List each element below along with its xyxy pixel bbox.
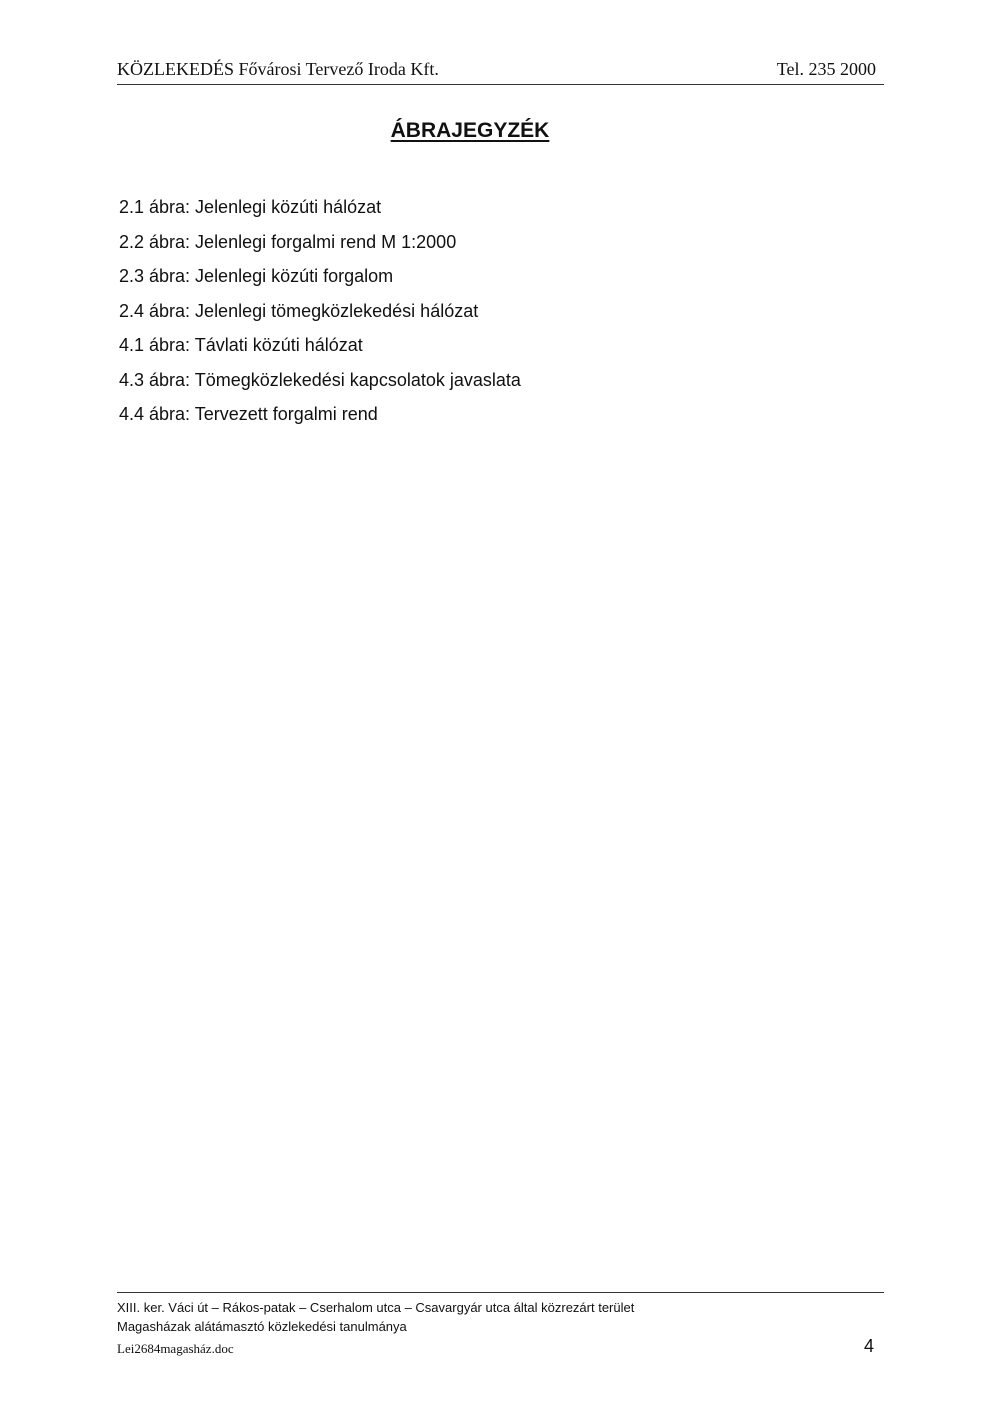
figure-list-item: 2.2 ábra: Jelenlegi forgalmi rend M 1:2000 [119,231,457,252]
footer-filename: Lei2684magasház.doc [117,1341,234,1356]
figure-list-item: 4.1 ábra: Távlati közúti hálózat [119,335,363,355]
figure-list-item: 2.1 ábra: Jelenlegi közúti hálózat [119,197,382,217]
figure-list-item: 4.4 ábra: Tervezett forgalmi rend [119,404,378,424]
footer-study-title: Magasházak alátámasztó közlekedési tanulmánya [117,1319,407,1334]
figure-list-item: 4.3 ábra: Tömegközlekedési kapcsolatok javaslata [119,369,521,390]
page-header [117,58,884,85]
header-company: KÖZLEKEDÉS Fővárosi Tervező Iroda Kft. [117,59,439,79]
page-number: 4 [863,1336,874,1356]
footer-project-location: XIII. ker. Váci út – Rákos-patak – Cserhalom utca – Csavargyár utca által közrezárt terület [117,1300,635,1315]
figure-list-item: 2.3 ábra: Jelenlegi közúti forgalom [119,266,394,286]
page-title: ÁBRAJEGYZÉK [390,119,550,142]
figure-list-item: 2.4 ábra: Jelenlegi tömegközlekedési hálózat [119,300,479,321]
figure-list [119,194,521,436]
page-footer [117,1292,884,1357]
header-phone: Tel. 235 2000 [776,59,876,79]
